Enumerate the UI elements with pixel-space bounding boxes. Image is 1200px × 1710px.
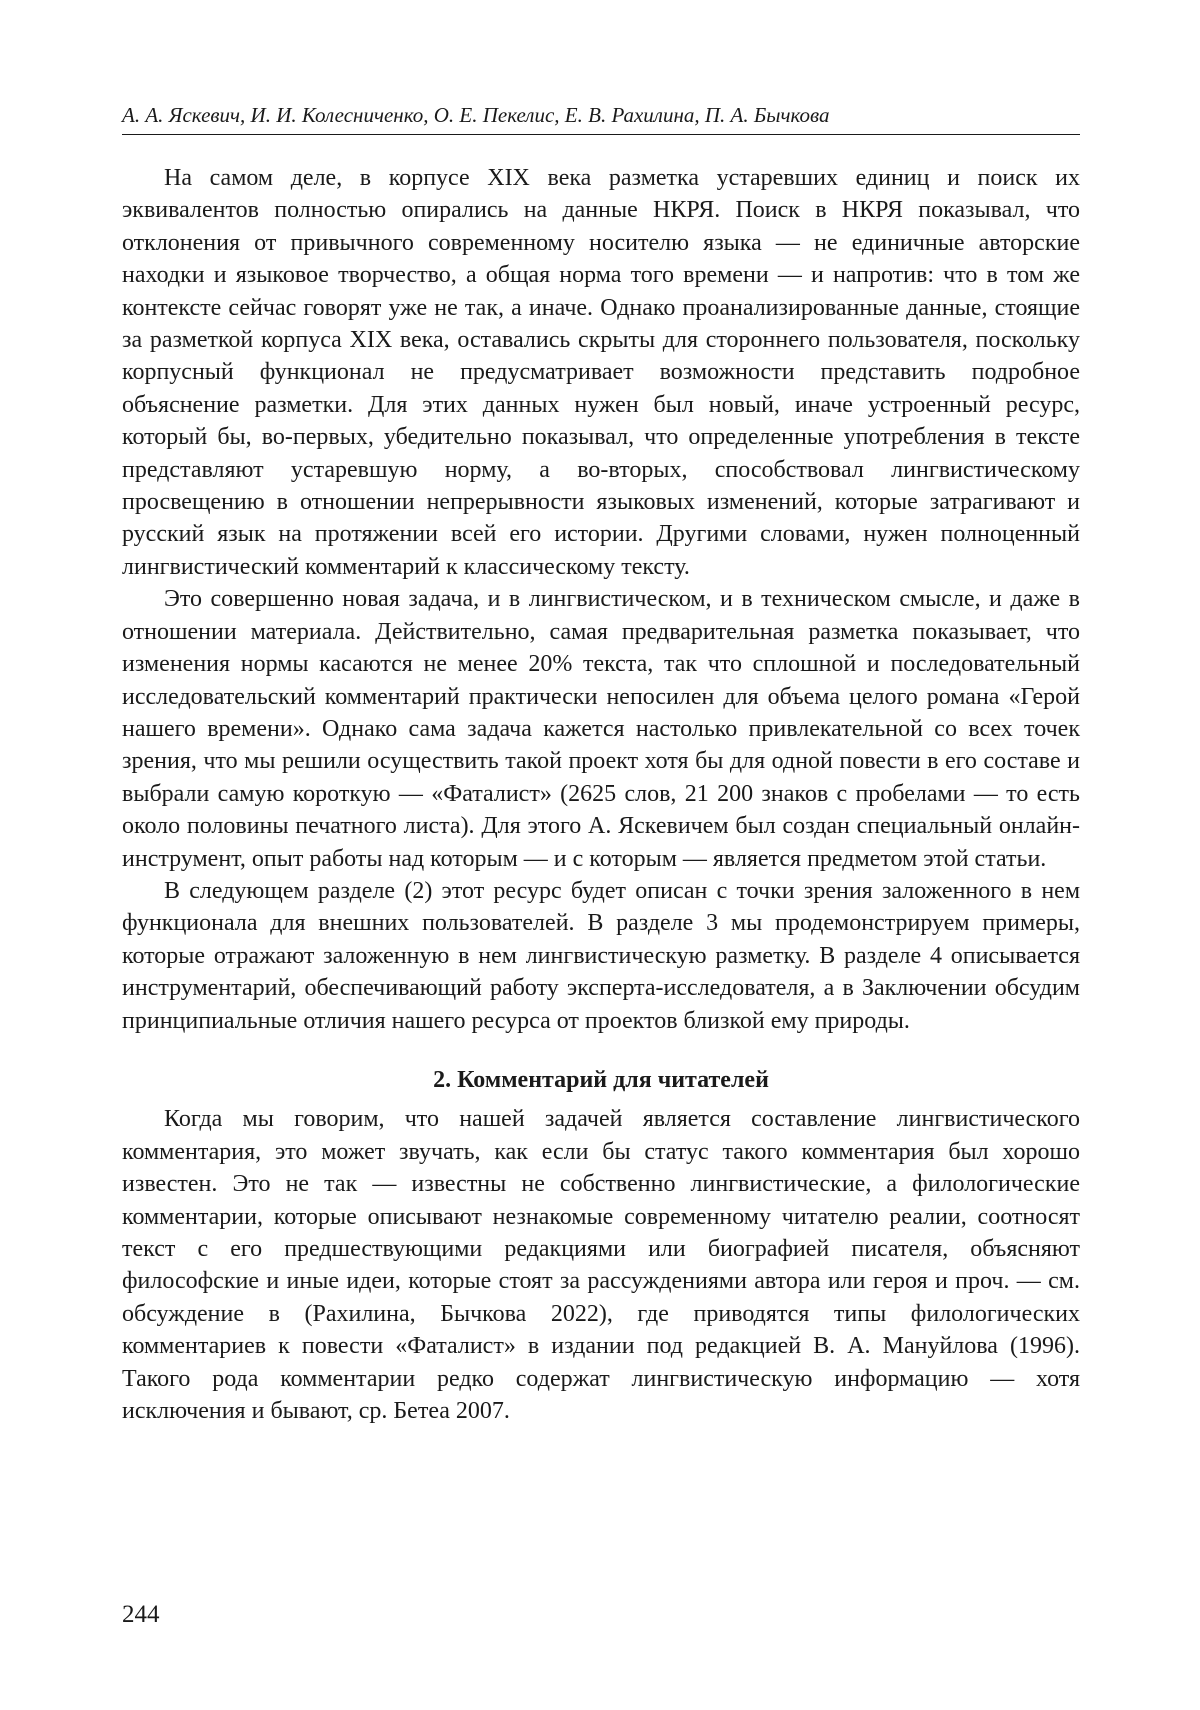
page-number: 244: [122, 1601, 160, 1628]
section-heading: 2. Комментарий для читателей: [433, 1066, 769, 1093]
paragraph: Когда мы говорим, что нашей задачей является составление лингвистического комментария, это может звучать, как если бы статус такого комментария был хорошо известен. Это не так — известны не собственно лингвистические, а филологические комментарии, которые описывают незнакомые современному читателю реалии, соотносят текст с его предшествующими редакциями или биографией писателя, объясняют философские и иные идеи, которые стоят за рассуждениями автора или героя и проч. — см. обсуждение в (Рахилина, Бычкова 2022), где приводятся типы филологических комментариев к повести «Фаталист» в издании под редакцией В. А. Мануйлова (1996). Такого рода комментарии редко содержат лингвистическую информацию — хотя исключения и бывают, ср. Бетеа 2007.: [122, 1106, 1080, 1425]
header-rule: [122, 134, 1080, 135]
paragraph: Это совершенно новая задача, и в лингвистическом, и в техническом смысле, и даже в отношении материала. Действительно, самая предварительная разметка показывает, что изменения нормы касаются не менее 20% текста, так что сплошной и последовательный исследовательский комментарий практически непосилен для объема целого романа «Герой нашего времени». Однако сама задача кажется настолько привлекательной со всех точек зрения, что мы решили осуществить такой проект хотя бы для одной повести в его составе и выбрали самую короткую — «Фаталист» (2625 слов, 21 200 знаков с пробелами — то есть около половины печатного листа). Для этого А. Яскевичем был создан специальный онлайн-инструмент, опыт работы над которым — и с которым — является предметом этой статьи.: [122, 586, 1080, 872]
article-body: [122, 162, 1080, 1427]
paragraph: В следующем разделе (2) этот ресурс будет описан с точки зрения заложенного в нем функционала для внешних пользователей. В разделе 3 мы продемонстрируем примеры, которые отражают заложенную в нем лингвистическую разметку. В разделе 4 описывается инструментарий, обеспечивающий работу эксперта-исследователя, а в Заключении обсудим принципиальные отличия нашего ресурса от проектов близкой ему природы.: [122, 877, 1080, 1034]
paragraph: На самом деле, в корпусе XIX века разметка устаревших единиц и поиск их эквивалентов полностью опирались на данные НКРЯ. Поиск в НКРЯ показывал, что отклонения от привычного современному носителю языка — не единичные авторские находки и языковое творчество, а общая норма того времени — и напротив: что в том же контексте сейчас говорят уже не так, а иначе. Однако проанализированные данные, стоящие за разметкой корпуса XIX века, оставались скрыты для стороннего пользователя, поскольку корпусный функционал не предусматривает возможности представить подробное объяснение разметки. Для этих данных нужен был новый, иначе устроенный ресурс, который бы, во-первых, убедительно показывал, что определенные употребления в тексте представляют устаревшую норму, а во-вторых, способствовал лингвистическому просвещению в отношении непрерывности языковых изменений, которые затрагивают и русский язык на протяжении всей его истории. Другими словами, нужен полноценный лингвистический комментарий к классическому тексту.: [122, 165, 1080, 580]
running-head-authors: А. А. Яскевич, И. И. Колесниченко, О. Е. Пекелис, Е. В. Рахилина, П. А. Бычкова: [122, 103, 830, 127]
